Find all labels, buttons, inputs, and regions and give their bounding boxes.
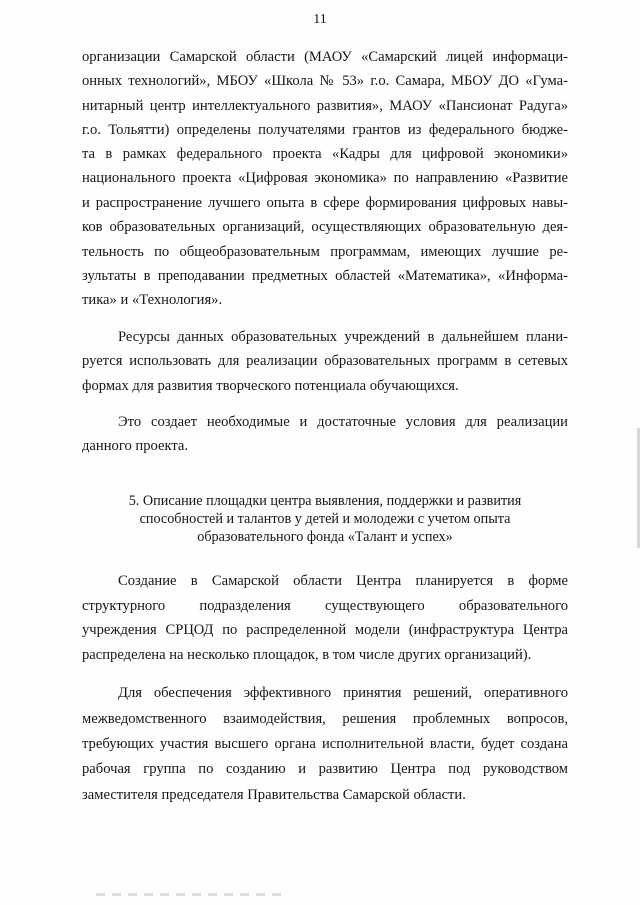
paragraph1-line: организации Самарской области (МАОУ «Самарский лицей информаци- xyxy=(82,49,568,65)
paragraph1-line: та в рамках федерального проекта «Кадры для цифровой экономики» xyxy=(82,146,568,162)
paragraph5-line: заместителя председателя Правительства Самарской области. xyxy=(82,787,466,803)
section-heading-line: образовательного фонда «Талант и успех» xyxy=(197,529,453,545)
paragraph2-line: Ресурсы данных образовательных учреждений в дальнейшем плани- xyxy=(118,329,568,345)
paragraph3-line: Это создает необходимые и достаточные условия для реализации xyxy=(118,414,568,430)
paragraph1-line: онных технологий», МБОУ «Школа № 53» г.о. Самара, МБОУ ДО «Гума- xyxy=(82,73,568,89)
paragraph4-line: учреждения СРЦОД по распределенной модели (инфраструктура Центра xyxy=(82,622,568,638)
paragraph2-line: руется использовать для реализации образовательных программ в сетевых xyxy=(82,353,568,369)
paragraph1-line: зультаты в преподавании предметных областей «Математика», «Информа- xyxy=(82,268,568,284)
paragraph5-line: межведомственного взаимодействия, решения проблемных вопросов, xyxy=(82,711,568,727)
paragraph1-line: г.о. Тольятти) определены получателями грантов из федерального бюдже- xyxy=(82,122,568,138)
paragraph1-line: тельность по общеобразовательным программам, имеющих лучшие ре- xyxy=(82,244,568,260)
paragraph5-line: требующих участия высшего органа исполнительной власти, будет создана xyxy=(82,736,568,752)
paragraph4-line: Создание в Самарской области Центра планируется в форме xyxy=(118,573,568,589)
paragraph1-line: тика» и «Технология». xyxy=(82,292,223,308)
paragraph1-line: и распространение лучшего опыта в сфере формирования цифровых навы- xyxy=(82,195,568,211)
paragraph1-line: нитарный центр интеллектуального развития», МАОУ «Пансионат Радуга» xyxy=(82,98,568,114)
page-number: 11 xyxy=(313,12,327,27)
paragraph1-line: ков образовательных организаций, осуществляющих образовательную дея- xyxy=(82,219,568,235)
paragraph5-line: рабочая группа по созданию и развитию Центра под руководством xyxy=(82,761,568,777)
section-heading-line: способностей и талантов у детей и молодежи с учетом опыта xyxy=(139,511,511,527)
paragraph4-line: структурного подразделения существующего образовательного xyxy=(82,598,568,614)
paragraph1-line: национального проекта «Цифровая экономика» по направлению «Развитие xyxy=(82,170,568,186)
paragraph5-line: Для обеспечения эффективного принятия решений, оперативного xyxy=(118,685,568,701)
scan-bottom-trace xyxy=(96,893,286,896)
paragraph3-line: данного проекта. xyxy=(82,438,189,454)
section-heading-line: 5. Описание площадки центра выявления, поддержки и развития xyxy=(128,493,522,509)
paragraph4-line: распределена на несколько площадок, в том числе других организаций). xyxy=(82,647,532,663)
paragraph2-line: формах для развития творческого потенциала обучающихся. xyxy=(82,378,459,394)
